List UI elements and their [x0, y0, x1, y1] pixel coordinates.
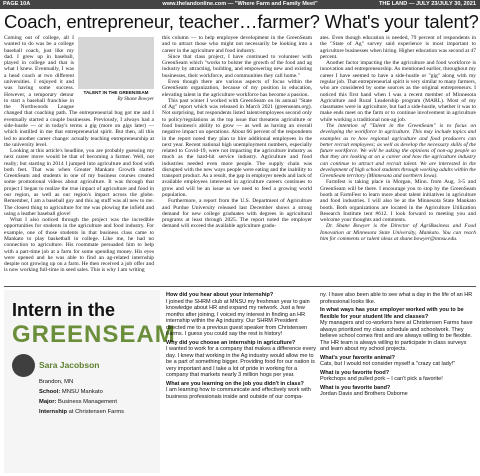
answer: Cats, but I would not consider myself a "crazy cat lady!"	[320, 361, 456, 367]
paragraph: This past winter I worked with GreenSeam on its annual "State of Ag" report which was released in March 2021 (greenseam.org). Not surprising, but respondents listed talent/employees second only to policy/regulations as the top issue that threatens agriculture or food business's ability to grow — as well as having an overall negative impact on operations. About 66 percent of the respondents in the report noted they plan to hire additional employees in the next year. Recent national high unemployment numbers, especially related to Covid-19, were not impacting the agriculture industry as much as the hard-hit service industry. Agriculture and food industries needed even more people. The supply chain was disrupted with the new ways people were eating and the inability to transport product. As a result, the gap in employer needs and lack of available employees interested in agriculture careers continues to grow and will be an issue as we need to feed a growing world population.	[162, 97, 312, 199]
greenseam-logo: GREENSEAM	[12, 321, 176, 348]
major-value: Business Management	[58, 399, 117, 405]
answer: I wanted to work for a company that makes a difference every day. I knew that working in the Ag industry would allow me to be a part of something bigger. Providing food for our nation is very important and I take a lot of pride in working for a company that markets nearly 3 million hogs per year.	[166, 346, 317, 378]
answer: Jordan Davis and Brothers Osborne	[320, 391, 408, 397]
answer: ny. I have also been able to see what a day in the life of an HR professional looks like.	[320, 292, 473, 305]
paragraph: Coming out of college, all I wanted to do was be a college baseball coach, just like my dad. I grew up in baseball, played in college and that is what I knew. Eventually, I was a head coach at two different universities. I enjoyed it and was having some success. However, a temporary detour to start a baseball franchise in the Northwoods League changed that coaching path. The entrepreneurial bug got me and I eventually started a couple businesses. Previously, I always had a side-hustle — or in today's terms a gig (more on gigs later) — which instilled in me that entrepreneurial spirit. But then, all this led to another career change: actually teaching entrepreneurship at the university level.	[4, 35, 154, 148]
article-headline: Coach, entrepreneur, teacher…farmer? What's your talent?	[4, 11, 479, 32]
answer: My managers and co-workers here at Christensen Farms have always prioritized my class schedule and schoolwork. They believe school comes first and are always willing to be flexible. The HR team is always willing to participate in class surveys and learn about my school projects.	[320, 320, 473, 352]
intern-title: Intern in the	[12, 300, 115, 320]
qa-left	[166, 292, 316, 402]
site-url[interactable]: www.thelandonline.com — "Where Farm and Family Meet"	[162, 1, 318, 7]
paragraph: Even though there are various aspects of focus within the GreenSeam organization, because of my position in education, elevating talent in the agriculture workforce has become a passion.	[162, 78, 312, 98]
page-header	[0, 0, 480, 9]
hometown: Brandon, MN	[39, 379, 74, 385]
photo-caption: TALENT IN THE GREENSEAM	[83, 90, 149, 95]
column-photo	[78, 37, 154, 103]
internship-label: Internship	[39, 409, 68, 415]
photo-placeholder	[78, 37, 154, 89]
intern-profile-box	[4, 290, 176, 473]
column-2	[162, 35, 312, 230]
paragraph: What I also noticed through the project was the incredible opportunities for students in the agriculture and food industry. For example, one of those students in that business class came to Mankato to play basketball in college. Like me, he had no connection to agriculture. His roommate persuaded him to help with a part-time job at a farm for some spending money. His eyes were opened and he was able to find an ag-related internship despite not growing up on a farm. He then received a job offer and is now working full-time in seed sales. This is why I am writing	[4, 217, 154, 274]
intern-name: Sara Jacobson	[39, 360, 100, 370]
column-1	[4, 35, 154, 274]
intern-info	[39, 377, 157, 417]
paragraph: Furthermore, a report from the U.S. Department of Agriculture and Purdue University released last December shows a strong demand for new college graduates with degrees in agricultural programs at least through 2025. The report noted the employer demand will exceed the available agriculture gradu-	[162, 198, 312, 230]
author-bio: Dr. Shane Bowyer is the Director of AgriBusiness and Food Innovation at Minnesota State University, Mankato. You can reach him for comments or talent ideas at shane.bowyer@mnsu.edu.	[320, 223, 476, 242]
qa-right	[320, 292, 476, 400]
column-3	[320, 35, 476, 242]
internship-value: at Christensen Farms	[68, 409, 125, 415]
question: In what ways has your employer worked with you to be flexible for your student life and classes?	[320, 307, 464, 320]
paragraph: ates. Even though education is needed, 79 percent of respondents in the "State of Ag" survey said experience is most important to agriculture businesses when hiring. Higher education was second at 47 percent.	[320, 35, 476, 60]
paragraph: Another factor impacting the the agriculture and food workforce is innovation and entrepreneurship. As mentioned earlier, throughout my career I have seemed to have a side-hustle or "gig" along with my regular job. That entrepreneurial spirit is very similar to many farmers, who are considered by some sources as the original entrepreneurs. I noticed this first hand when I was a recent member of Minnesota Agriculture and Rural Leadership program (MARL). Most of my classmates were in agriculture, but had a side-hustle, whether it was to make ends meet on the farm or to continue involvement in agriculture while working a traditional non-ag job.	[320, 60, 476, 123]
major-label: Major:	[39, 399, 57, 405]
paragraph: Looking at this article's headline, you are probably guessing my next career move would be that of becoming a farmer. Well, not really; but starting in 2014 I jumped into agriculture and food with both feet. That was when Greater Mankato Growth started GreenSeam and students in one of my business courses created some promotional videos about agriculture. It was through that project I began to realize the true impact of agriculture and food in our region, as well as our region's impact across the globe. Remember, I am a baseball guy and this ag stuff was all new to me. The closest thing to agriculture for me was plowing the infield and using a leather baseball glove!	[4, 148, 154, 217]
page-number: PAGE 10A	[3, 1, 31, 7]
paragraph: this column — to help employee development in the GreenSeam and to attract those who might not necessarily be looking into a career in the agriculture and food industry.	[162, 35, 312, 54]
school-label: School:	[39, 389, 61, 395]
question: Why did you choose an internship in agriculture?	[166, 339, 296, 346]
answer: I am learning how to communicate and effectively work with business professionals inside and outside of our compa-	[166, 387, 311, 400]
answer: Porkchops and pulled pork – I can't pick a favorite!	[320, 376, 443, 382]
section-divider	[4, 286, 476, 287]
question: What is you favorite food?	[320, 369, 390, 376]
avatar	[12, 354, 35, 377]
paragraph: Since that class project, I have continued to volunteer with GreenSeam which "works to bolster the growth of the food and ag industry by attracting, building, and empowering new and existing businesses, their workforce, and communities they call home."	[162, 53, 312, 79]
paragraph: The intention of "Talent in the GreenSeam" is to focus on developing the workforce in agriculture. This may include topics and examples as to how regional agriculture and food producers can better recruit employees; as well as develop the necessary skills of the future workforce. We will be asking the opinions of non-ag people so that they are looking at on a career and how the agriculture industry can continue to attract and recruit talent. We are interested in the development of high school students through working adults within the GreenSeam territory (Minnesota and northern Iowa).	[320, 122, 476, 180]
question: How did you hear about your internship?	[166, 292, 274, 298]
issue-date: THE LAND — JULY 23/JULY 30, 2021	[378, 1, 476, 7]
question: What is you favorite band?	[320, 384, 391, 391]
byline: By Shane Bowyer	[117, 96, 154, 103]
question: What's your favorite animal?	[320, 354, 395, 361]
answer: I joined the SHRM club at MNSU my freshman year to gain knowledge about HR and expand my network. Just a few months after joining, I voiced my interest in finding an HR internship within the Ag industry. Our SHRM President directed me to a previous guest speaker from Christensen Farms. I guess you could say the rest is history!	[166, 298, 310, 337]
question: What are you learning on the job you didn't in class?	[166, 380, 304, 387]
paragraph: Farmfest is taking place in Morgan, Minn. from Aug. 3-5 and GreenSeam will be there. I encourage you to stop by the GreenSeam booth at FarmFest to learn more about talent initiatives in agriculture and food industries. I will also be at the Minnesota State Mankato booth. Both organizations are located in the Agriculture Utilization Research Institute tent #612. I look forward to meeting you and welcome your thoughts and comments.	[320, 179, 476, 224]
school-value: MNSU Mankato	[61, 389, 103, 395]
